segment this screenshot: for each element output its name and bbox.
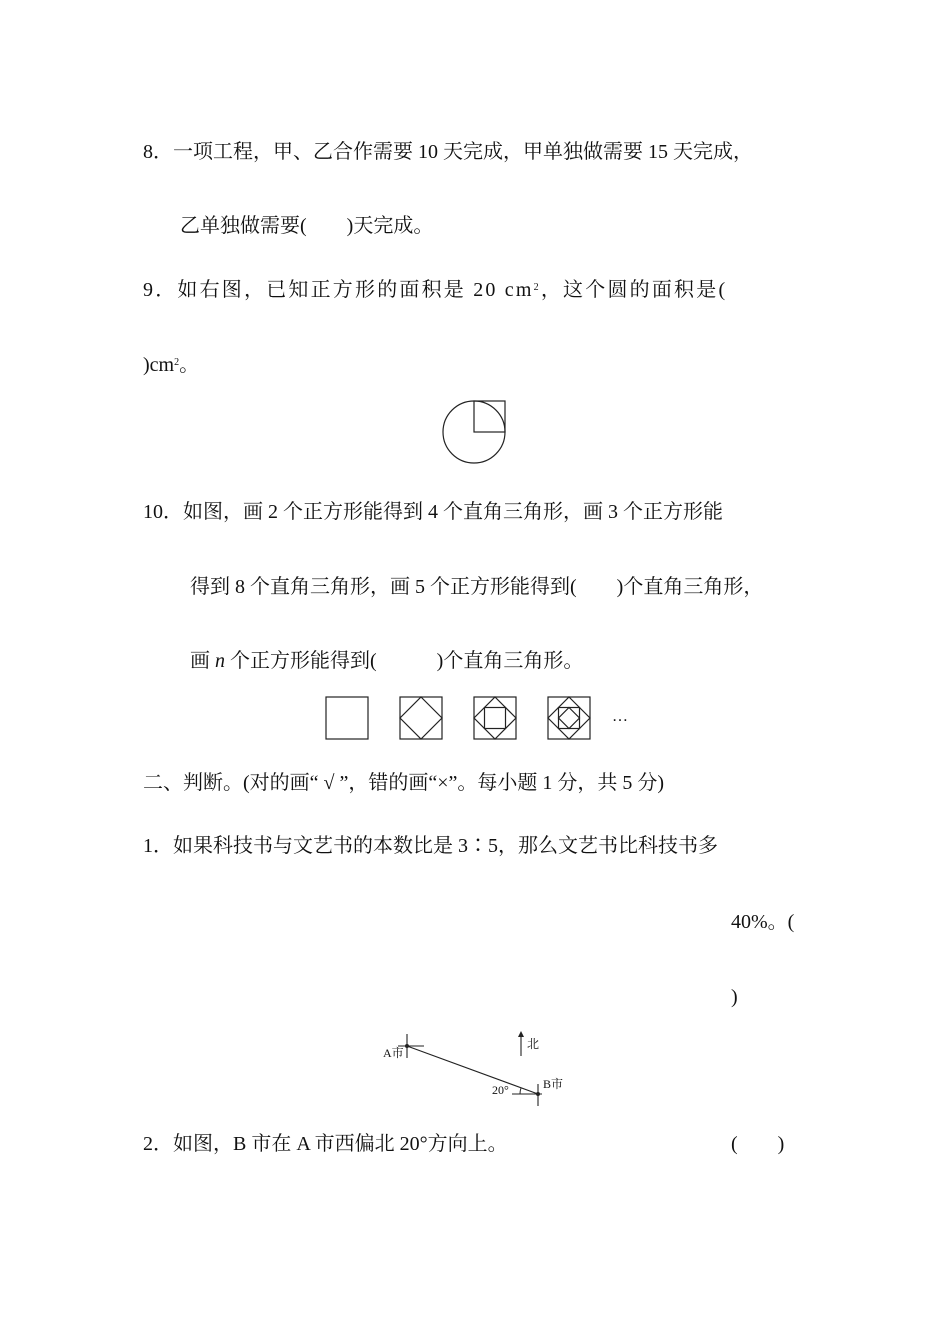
q9-line1-sup: 2 — [533, 282, 541, 293]
q9-line1 — [143, 278, 727, 302]
j2-line1: 2．如图，B 市在 A 市西偏北 20°方向上。 — [143, 1133, 508, 1155]
q10-line3-a: 画 — [190, 650, 215, 672]
q10-line1: 10．如图，画 2 个正方形能得到 4 个直角三角形，画 3 个正方形能 — [143, 501, 723, 523]
b-city-dot — [536, 1092, 540, 1096]
q10-square-set-3 — [474, 697, 516, 739]
q10-line3 — [190, 649, 583, 673]
j2-map-figure — [380, 1028, 580, 1108]
q9-line2-tail: 。 — [179, 354, 200, 376]
section2-title: 二、判断。(对的画“ √ ”，错的画“×”。每小题 1 分，共 5 分) — [143, 772, 665, 794]
j2-label-b-city: B市 — [543, 1077, 564, 1091]
q9-line1-tail: ，这个圆的面积是( — [540, 279, 728, 301]
j2-label-angle: 20° — [492, 1083, 509, 1097]
q9-line1-text: 9．如右图，已知正方形的面积是 20 cm — [143, 279, 534, 301]
j2-label-a-city: A市 — [383, 1046, 404, 1060]
q9-line2-text: )cm — [143, 354, 175, 376]
q10-square-set-2 — [400, 697, 442, 739]
q8-line1: 8．一项工程，甲、乙合作需要 10 天完成，甲单独做需要 15 天完成， — [143, 141, 753, 163]
q10-line3-b: 个正方形能得到( )个直角三角形。 — [225, 650, 584, 672]
q10-variable-n: n — [215, 650, 225, 672]
j1-line2: 40%。( — [731, 911, 795, 933]
j1-line3: ) — [731, 986, 738, 1008]
q10-ellipsis: … — [612, 708, 628, 725]
q8-line2: 乙单独做需要( )天完成。 — [180, 215, 434, 237]
q9-circle-square-figure — [440, 396, 512, 468]
q9-line2-sup: 2 — [174, 357, 180, 368]
j2-bracket: ( ) — [731, 1133, 785, 1155]
j1-line1: 1．如果科技书与文艺书的本数比是 3∶5，那么文艺书比科技书多 — [143, 835, 718, 857]
q10-squares-figure — [322, 694, 632, 742]
q9-line2 — [143, 353, 199, 377]
q10-line2: 得到 8 个直角三角形，画 5 个正方形能得到( )个直角三角形， — [190, 576, 764, 598]
j2-label-north: 北 — [527, 1037, 540, 1051]
q10-square-set-1 — [326, 697, 368, 739]
q10-square-set-4 — [548, 697, 590, 739]
